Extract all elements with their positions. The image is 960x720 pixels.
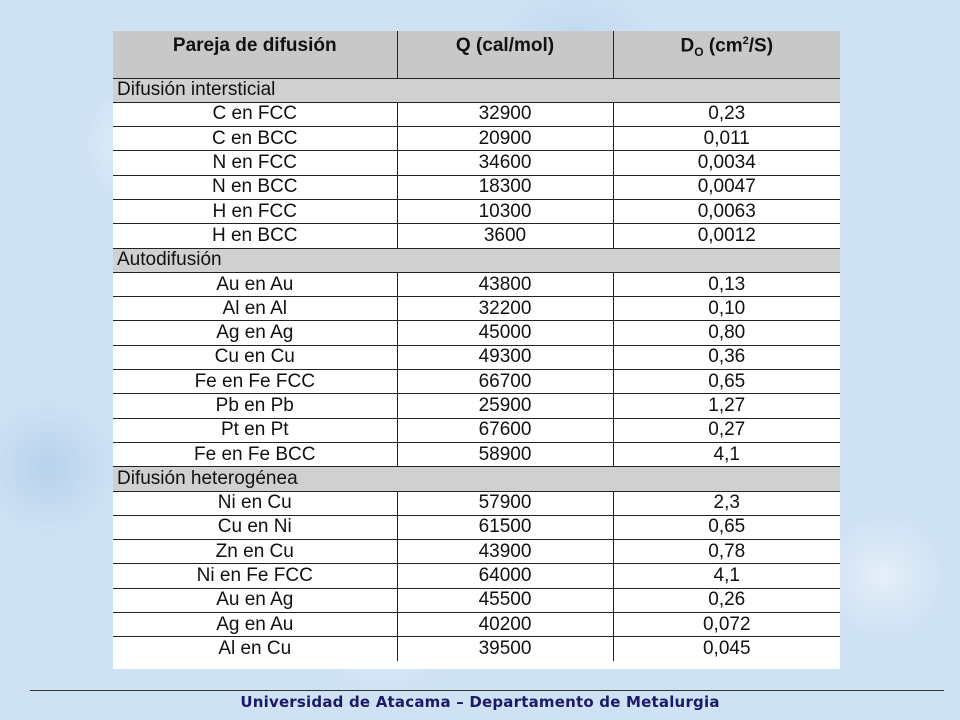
cell-d0: 0,23: [613, 102, 840, 126]
cell-d0: 2,3: [613, 491, 840, 515]
cell-pair: Au en Au: [113, 272, 397, 296]
cell-q: 57900: [397, 491, 613, 515]
cell-q: 64000: [397, 564, 613, 588]
table-row: [113, 199, 840, 223]
cell-pair: Al en Cu: [113, 637, 397, 661]
diffusion-table-container: [113, 31, 840, 669]
table-row: [113, 394, 840, 418]
table-row: [113, 418, 840, 442]
diffusion-table: [113, 31, 840, 661]
cell-pair: Au en Ag: [113, 588, 397, 612]
cell-d0: 0,0047: [613, 175, 840, 199]
table-row: [113, 540, 840, 564]
cell-pair: C en FCC: [113, 102, 397, 126]
cell-d0: 0,80: [613, 321, 840, 345]
header-d0-main: D: [680, 35, 695, 57]
cell-pair: Cu en Ni: [113, 515, 397, 539]
table-row: [113, 175, 840, 199]
header-q: Q (cal/mol): [397, 31, 613, 78]
table-row: [113, 272, 840, 296]
cell-pair: C en BCC: [113, 127, 397, 151]
cell-pair: Fe en Fe BCC: [113, 442, 397, 466]
cell-pair: Zn en Cu: [113, 540, 397, 564]
cell-pair: H en FCC: [113, 199, 397, 223]
section-title: Difusión intersticial: [113, 78, 840, 102]
cell-pair: N en BCC: [113, 175, 397, 199]
section-row: [113, 248, 840, 272]
cell-pair: Ag en Au: [113, 613, 397, 637]
section-title: Autodifusión: [113, 248, 840, 272]
cell-pair: Pb en Pb: [113, 394, 397, 418]
cell-pair: N en FCC: [113, 151, 397, 175]
cell-q: 32200: [397, 297, 613, 321]
cell-d0: 0,26: [613, 588, 840, 612]
table-row: [113, 491, 840, 515]
table-row: [113, 442, 840, 466]
cell-q: 32900: [397, 102, 613, 126]
table-row: [113, 102, 840, 126]
table-header: [113, 31, 840, 78]
table-row: [113, 613, 840, 637]
cell-d0: 0,27: [613, 418, 840, 442]
table-row: [113, 588, 840, 612]
header-d0: [613, 31, 840, 78]
cell-d0: 4,1: [613, 564, 840, 588]
cell-q: 39500: [397, 637, 613, 661]
cell-q: 45000: [397, 321, 613, 345]
cell-d0: 0,072: [613, 613, 840, 637]
cell-d0: 0,011: [613, 127, 840, 151]
table-row: [113, 151, 840, 175]
cell-q: 34600: [397, 151, 613, 175]
cell-pair: Pt en Pt: [113, 418, 397, 442]
table-row: [113, 321, 840, 345]
cell-d0: 1,27: [613, 394, 840, 418]
cell-pair: Ni en Cu: [113, 491, 397, 515]
header-d0-unit-pre: (cm: [703, 35, 743, 57]
cell-q: 18300: [397, 175, 613, 199]
cell-q: 58900: [397, 442, 613, 466]
cell-d0: 0,13: [613, 272, 840, 296]
cell-q: 25900: [397, 394, 613, 418]
cell-q: 43900: [397, 540, 613, 564]
table-row: [113, 637, 840, 661]
cell-d0: 0,0012: [613, 224, 840, 248]
cell-q: 3600: [397, 224, 613, 248]
cell-d0: 0,0034: [613, 151, 840, 175]
table-body: [113, 78, 840, 661]
cell-pair: Ni en Fe FCC: [113, 564, 397, 588]
cell-q: 45500: [397, 588, 613, 612]
cell-q: 67600: [397, 418, 613, 442]
table-row: [113, 564, 840, 588]
header-d0-sub: O: [694, 45, 704, 60]
cell-pair: Cu en Cu: [113, 345, 397, 369]
table-row: [113, 297, 840, 321]
cell-d0: 0,65: [613, 515, 840, 539]
cell-d0: 0,65: [613, 370, 840, 394]
cell-q: 61500: [397, 515, 613, 539]
section-row: [113, 467, 840, 491]
cell-d0: 0,78: [613, 540, 840, 564]
cell-d0: 0,0063: [613, 199, 840, 223]
cell-pair: Fe en Fe FCC: [113, 370, 397, 394]
section-title: Difusión heterogénea: [113, 467, 840, 491]
cell-pair: Al en Al: [113, 297, 397, 321]
table-row: [113, 224, 840, 248]
cell-pair: Ag en Ag: [113, 321, 397, 345]
section-row: [113, 78, 840, 102]
table-row: [113, 515, 840, 539]
cell-d0: 0,36: [613, 345, 840, 369]
table-row: [113, 345, 840, 369]
cell-q: 66700: [397, 370, 613, 394]
cell-q: 40200: [397, 613, 613, 637]
cell-d0: 0,045: [613, 637, 840, 661]
footer-text: Universidad de Atacama – Departamento de Metalurgia: [240, 693, 720, 711]
footer-divider: [30, 690, 944, 691]
header-d0-sup: 2: [742, 35, 749, 47]
header-d0-unit-post: /S): [748, 35, 774, 57]
cell-q: 43800: [397, 272, 613, 296]
cell-q: 20900: [397, 127, 613, 151]
cell-q: 10300: [397, 199, 613, 223]
table-row: [113, 127, 840, 151]
header-pair: Pareja de difusión: [113, 31, 397, 78]
cell-d0: 0,10: [613, 297, 840, 321]
cell-q: 49300: [397, 345, 613, 369]
cell-pair: H en BCC: [113, 224, 397, 248]
cell-d0: 4,1: [613, 442, 840, 466]
header-row: [113, 31, 840, 78]
table-row: [113, 370, 840, 394]
